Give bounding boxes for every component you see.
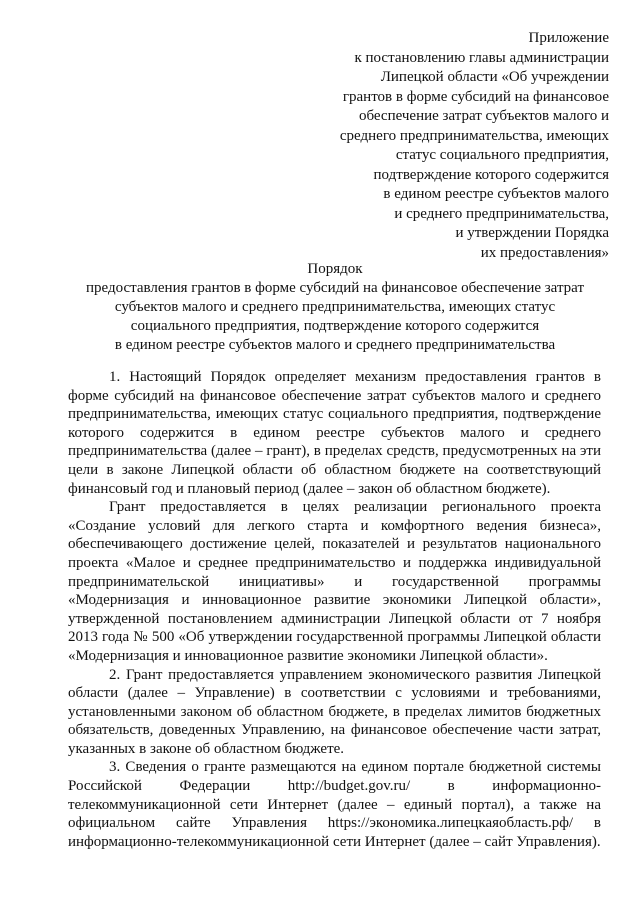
document-body (68, 368, 601, 851)
appendix-line: обеспечение затрат субъектов малого и (358, 108, 609, 124)
paragraph-3: 3. Сведения о гранте размещаются на едином портале бюджетной системы Российской Федерации http://budget.gov.ru/ в информационно-телекоммуникационной сети Интернет (далее – единый портал), а также на официальном сайте Управления https://экономика.липецкаяобласть.рф/ в информационно-телекоммуникационной сети Интернет (далее – сайт Управления). (68, 759, 601, 850)
title-subtitle-line: субъектов малого и среднего предпринимательства, имеющих статус (114, 299, 556, 315)
appendix-line: Приложение (528, 30, 609, 46)
title-subtitle-line: социального предприятия, подтверждение которого содержится (130, 318, 540, 334)
appendix-line: среднего предпринимательства, имеющих (339, 127, 609, 144)
appendix-line: их предоставления» (480, 244, 609, 261)
document-title (70, 260, 600, 355)
appendix-line: и среднего предпринимательства, (394, 205, 609, 222)
title-heading: Порядок (307, 261, 363, 277)
paragraph-grant-purpose: Грант предоставляется в целях реализации регионального проекта «Создание условий для легкого старта и комфортного ведения бизнеса», обеспечивающего достижение целей, показателей и результатов национального проекта «Малое и среднее предпринимательство и поддержка индивидуальной предпринимательской инициативы» и государственной программы «Модернизация и инновационное развитие экономики Липецкой области», утвержденной постановлением администрации Липецкой области от 7 ноября 2013 года № 500 «Об утверждении государственной программы Липецкой области «Модернизация и инновационное развитие экономики Липецкой области». (68, 499, 601, 664)
appendix-line: грантов в форме субсидий на финансовое (342, 88, 609, 105)
paragraph-1: 1. Настоящий Порядок определяет механизм предоставления грантов в форме субсидий на финансовое обеспечение затрат субъектов малого и среднего предпринимательства, имеющих статус социального предприятия, подтверждение которого содержится в едином реестре субъектов малого и среднего предпринимательства (далее – грант), в пределах средств, предусмотренных на эти цели в законе Липецкой области об областном бюджете на соответствующий финансовый год и плановый период (далее – закон об областном бюджете). (68, 369, 601, 497)
appendix-line: к постановлению главы администрации (354, 49, 609, 66)
appendix-header (309, 29, 609, 263)
appendix-line: и утверждении Порядка (455, 225, 609, 241)
appendix-line: подтверждение которого содержится (373, 166, 609, 183)
appendix-line: статус социального предприятия, (395, 147, 609, 163)
appendix-line: в едином реестре субъектов малого (383, 186, 609, 202)
paragraph-2: 2. Грант предоставляется управлением экономического развития Липецкой области (далее – Управление) в соответствии с условиями и требованиями, установленными законом об областном бюджете, в пределах лимитов бюджетных обязательств, доведенных Управлению, на финансовое обеспечение части затрат, указанных в законе об областном бюджете. (68, 666, 601, 757)
title-subtitle-line: предоставления грантов в форме субсидий на финансовое обеспечение затрат (85, 280, 585, 296)
title-subtitle-line: в едином реестре субъектов малого и среднего предпринимательства (114, 337, 556, 353)
appendix-line: Липецкой области «Об учреждении (380, 69, 609, 85)
